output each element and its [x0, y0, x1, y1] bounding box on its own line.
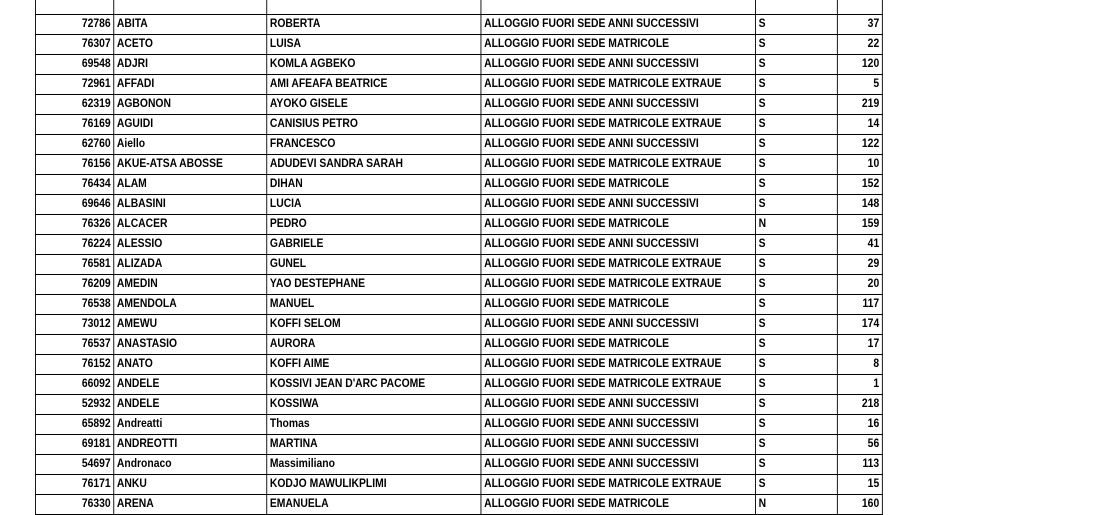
- table-row: [35, 375, 882, 395]
- surname-cell: AFFADI: [114, 75, 267, 95]
- rank-number-cell: 37: [837, 15, 882, 35]
- surname-cell: ALAM: [114, 175, 267, 195]
- student-id-cell: 62319: [35, 95, 113, 115]
- student-id-cell: 73012: [35, 315, 113, 335]
- surname-cell: ABITA: [114, 15, 267, 35]
- rank-number-cell: 174: [837, 315, 882, 335]
- surname-cell: ANDREOTTI: [114, 435, 267, 455]
- surname-cell: ALIZADA: [114, 255, 267, 275]
- eligibility-flag-cell: S: [755, 55, 837, 75]
- student-id-cell: 76581: [35, 255, 113, 275]
- rank-number-cell: 5: [837, 75, 882, 95]
- first-name-cell: MARTINA: [267, 435, 481, 455]
- rank-number-cell: 219: [837, 95, 882, 115]
- table-row: [35, 295, 882, 315]
- table-row: [35, 235, 882, 255]
- first-name-cell: FRANCESCO: [267, 135, 481, 155]
- eligibility-flag-cell: S: [755, 15, 837, 35]
- surname-cell: AGBONON: [114, 95, 267, 115]
- first-name-cell: DIHAN: [267, 175, 481, 195]
- accommodation-type-cell: ALLOGGIO FUORI SEDE ANNI SUCCESSIVI: [481, 95, 755, 115]
- first-name-cell: ROBERTA: [267, 15, 481, 35]
- eligibility-flag-cell: S: [755, 415, 837, 435]
- first-name-cell: KODJO MAWULIKPLIMI: [267, 475, 481, 495]
- first-name-cell: GABRIELE: [267, 235, 481, 255]
- first-name-cell: KOFFI SELOM: [267, 315, 481, 335]
- first-name-cell: Massimiliano: [267, 455, 481, 475]
- student-id-cell: 76326: [35, 215, 113, 235]
- eligibility-flag-cell: S: [755, 395, 837, 415]
- student-id-cell: 72786: [35, 15, 113, 35]
- first-name-cell: AMI AFEAFA BEATRICE: [267, 75, 481, 95]
- rank-number-cell: 148: [837, 195, 882, 215]
- student-id-cell: 54697: [35, 455, 113, 475]
- eligibility-flag-cell: S: [755, 155, 837, 175]
- student-id-cell: 76169: [35, 115, 113, 135]
- student-id-cell: 76537: [35, 335, 113, 355]
- table-row: [35, 475, 882, 495]
- table-row: [35, 335, 882, 355]
- accommodation-type-cell: ALLOGGIO FUORI SEDE MATRICOLE EXTRAUE: [481, 475, 755, 495]
- surname-cell: ALCACER: [114, 215, 267, 235]
- table-row: [35, 255, 882, 275]
- table-row: [35, 195, 882, 215]
- eligibility-flag-cell: S: [755, 355, 837, 375]
- rank-number-cell: 20: [837, 275, 882, 295]
- first-name-cell: GUNEL: [267, 255, 481, 275]
- student-id-cell: 76209: [35, 275, 113, 295]
- table-row: [35, 275, 882, 295]
- surname-cell: [114, 0, 267, 15]
- accommodation-type-cell: ALLOGGIO FUORI SEDE MATRICOLE: [481, 175, 755, 195]
- eligibility-flag-cell: S: [755, 135, 837, 155]
- rank-number-cell: 159: [837, 215, 882, 235]
- surname-cell: AMEDIN: [114, 275, 267, 295]
- eligibility-flag-cell: S: [755, 275, 837, 295]
- first-name-cell: AURORA: [267, 335, 481, 355]
- table-row: [35, 355, 882, 375]
- student-id-cell: 69646: [35, 195, 113, 215]
- surname-cell: AKUE-ATSA ABOSSE: [114, 155, 267, 175]
- student-id-cell: 69548: [35, 55, 113, 75]
- rank-number-cell: 113: [837, 455, 882, 475]
- accommodation-type-cell: ALLOGGIO FUORI SEDE MATRICOLE EXTRAUE: [481, 75, 755, 95]
- table-row: [35, 95, 882, 115]
- student-id-cell: 62760: [35, 135, 113, 155]
- table-row: [35, 115, 882, 135]
- records-table-body: [35, 0, 882, 515]
- accommodation-type-cell: ALLOGGIO FUORI SEDE ANNI SUCCESSIVI: [481, 135, 755, 155]
- rank-number-cell: 122: [837, 135, 882, 155]
- surname-cell: Andreatti: [114, 415, 267, 435]
- accommodation-type-cell: ALLOGGIO FUORI SEDE ANNI SUCCESSIVI: [481, 315, 755, 335]
- student-id-cell: 76434: [35, 175, 113, 195]
- first-name-cell: CANISIUS PETRO: [267, 115, 481, 135]
- table-row: [35, 35, 882, 55]
- first-name-cell: YAO DESTEPHANE: [267, 275, 481, 295]
- table-row: [35, 175, 882, 195]
- first-name-cell: AYOKO GISELE: [267, 95, 481, 115]
- surname-cell: ACETO: [114, 35, 267, 55]
- student-id-cell: 76171: [35, 475, 113, 495]
- eligibility-flag-cell: S: [755, 95, 837, 115]
- accommodation-type-cell: ALLOGGIO FUORI SEDE ANNI SUCCESSIVI: [481, 455, 755, 475]
- table-row: [35, 15, 882, 35]
- table-row: [35, 0, 882, 15]
- surname-cell: AMENDOLA: [114, 295, 267, 315]
- student-id-cell: 72961: [35, 75, 113, 95]
- rank-number-cell: 17: [837, 335, 882, 355]
- rank-number-cell: 22: [837, 35, 882, 55]
- student-id-cell: 76156: [35, 155, 113, 175]
- accommodation-type-cell: ALLOGGIO FUORI SEDE ANNI SUCCESSIVI: [481, 55, 755, 75]
- eligibility-flag-cell: S: [755, 255, 837, 275]
- table-row: [35, 455, 882, 475]
- table-row: [35, 135, 882, 155]
- surname-cell: Andronaco: [114, 455, 267, 475]
- first-name-cell: KOSSIWA: [267, 395, 481, 415]
- student-id-cell: 66092: [35, 375, 113, 395]
- rank-number-cell: 120: [837, 55, 882, 75]
- first-name-cell: PEDRO: [267, 215, 481, 235]
- first-name-cell: LUCIA: [267, 195, 481, 215]
- first-name-cell: KOMLA AGBEKO: [267, 55, 481, 75]
- eligibility-flag-cell: S: [755, 235, 837, 255]
- accommodation-type-cell: ALLOGGIO FUORI SEDE MATRICOLE EXTRAUE: [481, 115, 755, 135]
- surname-cell: ANDELE: [114, 395, 267, 415]
- surname-cell: ALBASINI: [114, 195, 267, 215]
- eligibility-flag-cell: S: [755, 295, 837, 315]
- records-table: [35, 0, 883, 515]
- surname-cell: ANASTASIO: [114, 335, 267, 355]
- accommodation-type-cell: ALLOGGIO FUORI SEDE MATRICOLE EXTRAUE: [481, 255, 755, 275]
- first-name-cell: Thomas: [267, 415, 481, 435]
- first-name-cell: [267, 0, 481, 15]
- rank-number-cell: 8: [837, 355, 882, 375]
- table-row: [35, 215, 882, 235]
- surname-cell: ALESSIO: [114, 235, 267, 255]
- accommodation-type-cell: ALLOGGIO FUORI SEDE ANNI SUCCESSIVI: [481, 415, 755, 435]
- student-id-cell: 76152: [35, 355, 113, 375]
- eligibility-flag-cell: S: [755, 75, 837, 95]
- rank-number-cell: 41: [837, 235, 882, 255]
- eligibility-flag-cell: N: [755, 215, 837, 235]
- table-row: [35, 435, 882, 455]
- eligibility-flag-cell: S: [755, 315, 837, 335]
- eligibility-flag-cell: S: [755, 115, 837, 135]
- surname-cell: ANKU: [114, 475, 267, 495]
- surname-cell: ANDELE: [114, 375, 267, 395]
- accommodation-type-cell: ALLOGGIO FUORI SEDE MATRICOLE EXTRAUE: [481, 275, 755, 295]
- first-name-cell: KOFFI AIME: [267, 355, 481, 375]
- eligibility-flag-cell: S: [755, 35, 837, 55]
- accommodation-type-cell: ALLOGGIO FUORI SEDE MATRICOLE: [481, 215, 755, 235]
- accommodation-type-cell: ALLOGGIO FUORI SEDE ANNI SUCCESSIVI: [481, 15, 755, 35]
- student-id-cell: 52932: [35, 395, 113, 415]
- rank-number-cell: 1: [837, 375, 882, 395]
- surname-cell: Aiello: [114, 135, 267, 155]
- surname-cell: ADJRI: [114, 55, 267, 75]
- rank-number-cell: 14: [837, 115, 882, 135]
- eligibility-flag-cell: S: [755, 475, 837, 495]
- accommodation-type-cell: ALLOGGIO FUORI SEDE ANNI SUCCESSIVI: [481, 435, 755, 455]
- surname-cell: ARENA: [114, 495, 267, 515]
- rank-number-cell: 56: [837, 435, 882, 455]
- accommodation-type-cell: ALLOGGIO FUORI SEDE ANNI SUCCESSIVI: [481, 235, 755, 255]
- surname-cell: AMEWU: [114, 315, 267, 335]
- table-row: [35, 495, 882, 515]
- accommodation-type-cell: ALLOGGIO FUORI SEDE ANNI SUCCESSIVI: [481, 395, 755, 415]
- rank-number-cell: 218: [837, 395, 882, 415]
- student-id-cell: 76307: [35, 35, 113, 55]
- rank-number-cell: 16: [837, 415, 882, 435]
- accommodation-type-cell: ALLOGGIO FUORI SEDE MATRICOLE: [481, 335, 755, 355]
- table-row: [35, 55, 882, 75]
- student-id-cell: 69181: [35, 435, 113, 455]
- eligibility-flag-cell: [755, 0, 837, 15]
- accommodation-type-cell: ALLOGGIO FUORI SEDE MATRICOLE: [481, 495, 755, 515]
- table-row: [35, 395, 882, 415]
- table-row: [35, 315, 882, 335]
- eligibility-flag-cell: S: [755, 375, 837, 395]
- accommodation-type-cell: ALLOGGIO FUORI SEDE MATRICOLE: [481, 295, 755, 315]
- table-row: [35, 155, 882, 175]
- rank-number-cell: 29: [837, 255, 882, 275]
- student-id-cell: 76224: [35, 235, 113, 255]
- table-row: [35, 415, 882, 435]
- surname-cell: ANATO: [114, 355, 267, 375]
- first-name-cell: EMANUELA: [267, 495, 481, 515]
- rank-number-cell: 15: [837, 475, 882, 495]
- rank-number-cell: 152: [837, 175, 882, 195]
- rank-number-cell: [837, 0, 882, 15]
- table-row: [35, 75, 882, 95]
- first-name-cell: ADUDEVI SANDRA SARAH: [267, 155, 481, 175]
- student-id-cell: [35, 0, 113, 15]
- student-id-cell: 76330: [35, 495, 113, 515]
- surname-cell: AGUIDI: [114, 115, 267, 135]
- student-id-cell: 76538: [35, 295, 113, 315]
- eligibility-flag-cell: S: [755, 175, 837, 195]
- rank-number-cell: 160: [837, 495, 882, 515]
- eligibility-flag-cell: S: [755, 335, 837, 355]
- accommodation-type-cell: ALLOGGIO FUORI SEDE MATRICOLE EXTRAUE: [481, 155, 755, 175]
- eligibility-flag-cell: S: [755, 455, 837, 475]
- eligibility-flag-cell: S: [755, 435, 837, 455]
- eligibility-flag-cell: N: [755, 495, 837, 515]
- accommodation-type-cell: ALLOGGIO FUORI SEDE MATRICOLE EXTRAUE: [481, 375, 755, 395]
- accommodation-type-cell: [481, 0, 755, 15]
- rank-number-cell: 10: [837, 155, 882, 175]
- accommodation-type-cell: ALLOGGIO FUORI SEDE MATRICOLE: [481, 35, 755, 55]
- first-name-cell: MANUEL: [267, 295, 481, 315]
- accommodation-type-cell: ALLOGGIO FUORI SEDE ANNI SUCCESSIVI: [481, 195, 755, 215]
- first-name-cell: LUISA: [267, 35, 481, 55]
- accommodation-type-cell: ALLOGGIO FUORI SEDE MATRICOLE EXTRAUE: [481, 355, 755, 375]
- eligibility-flag-cell: S: [755, 195, 837, 215]
- student-id-cell: 65892: [35, 415, 113, 435]
- first-name-cell: KOSSIVI JEAN D'ARC PACOME: [267, 375, 481, 395]
- rank-number-cell: 117: [837, 295, 882, 315]
